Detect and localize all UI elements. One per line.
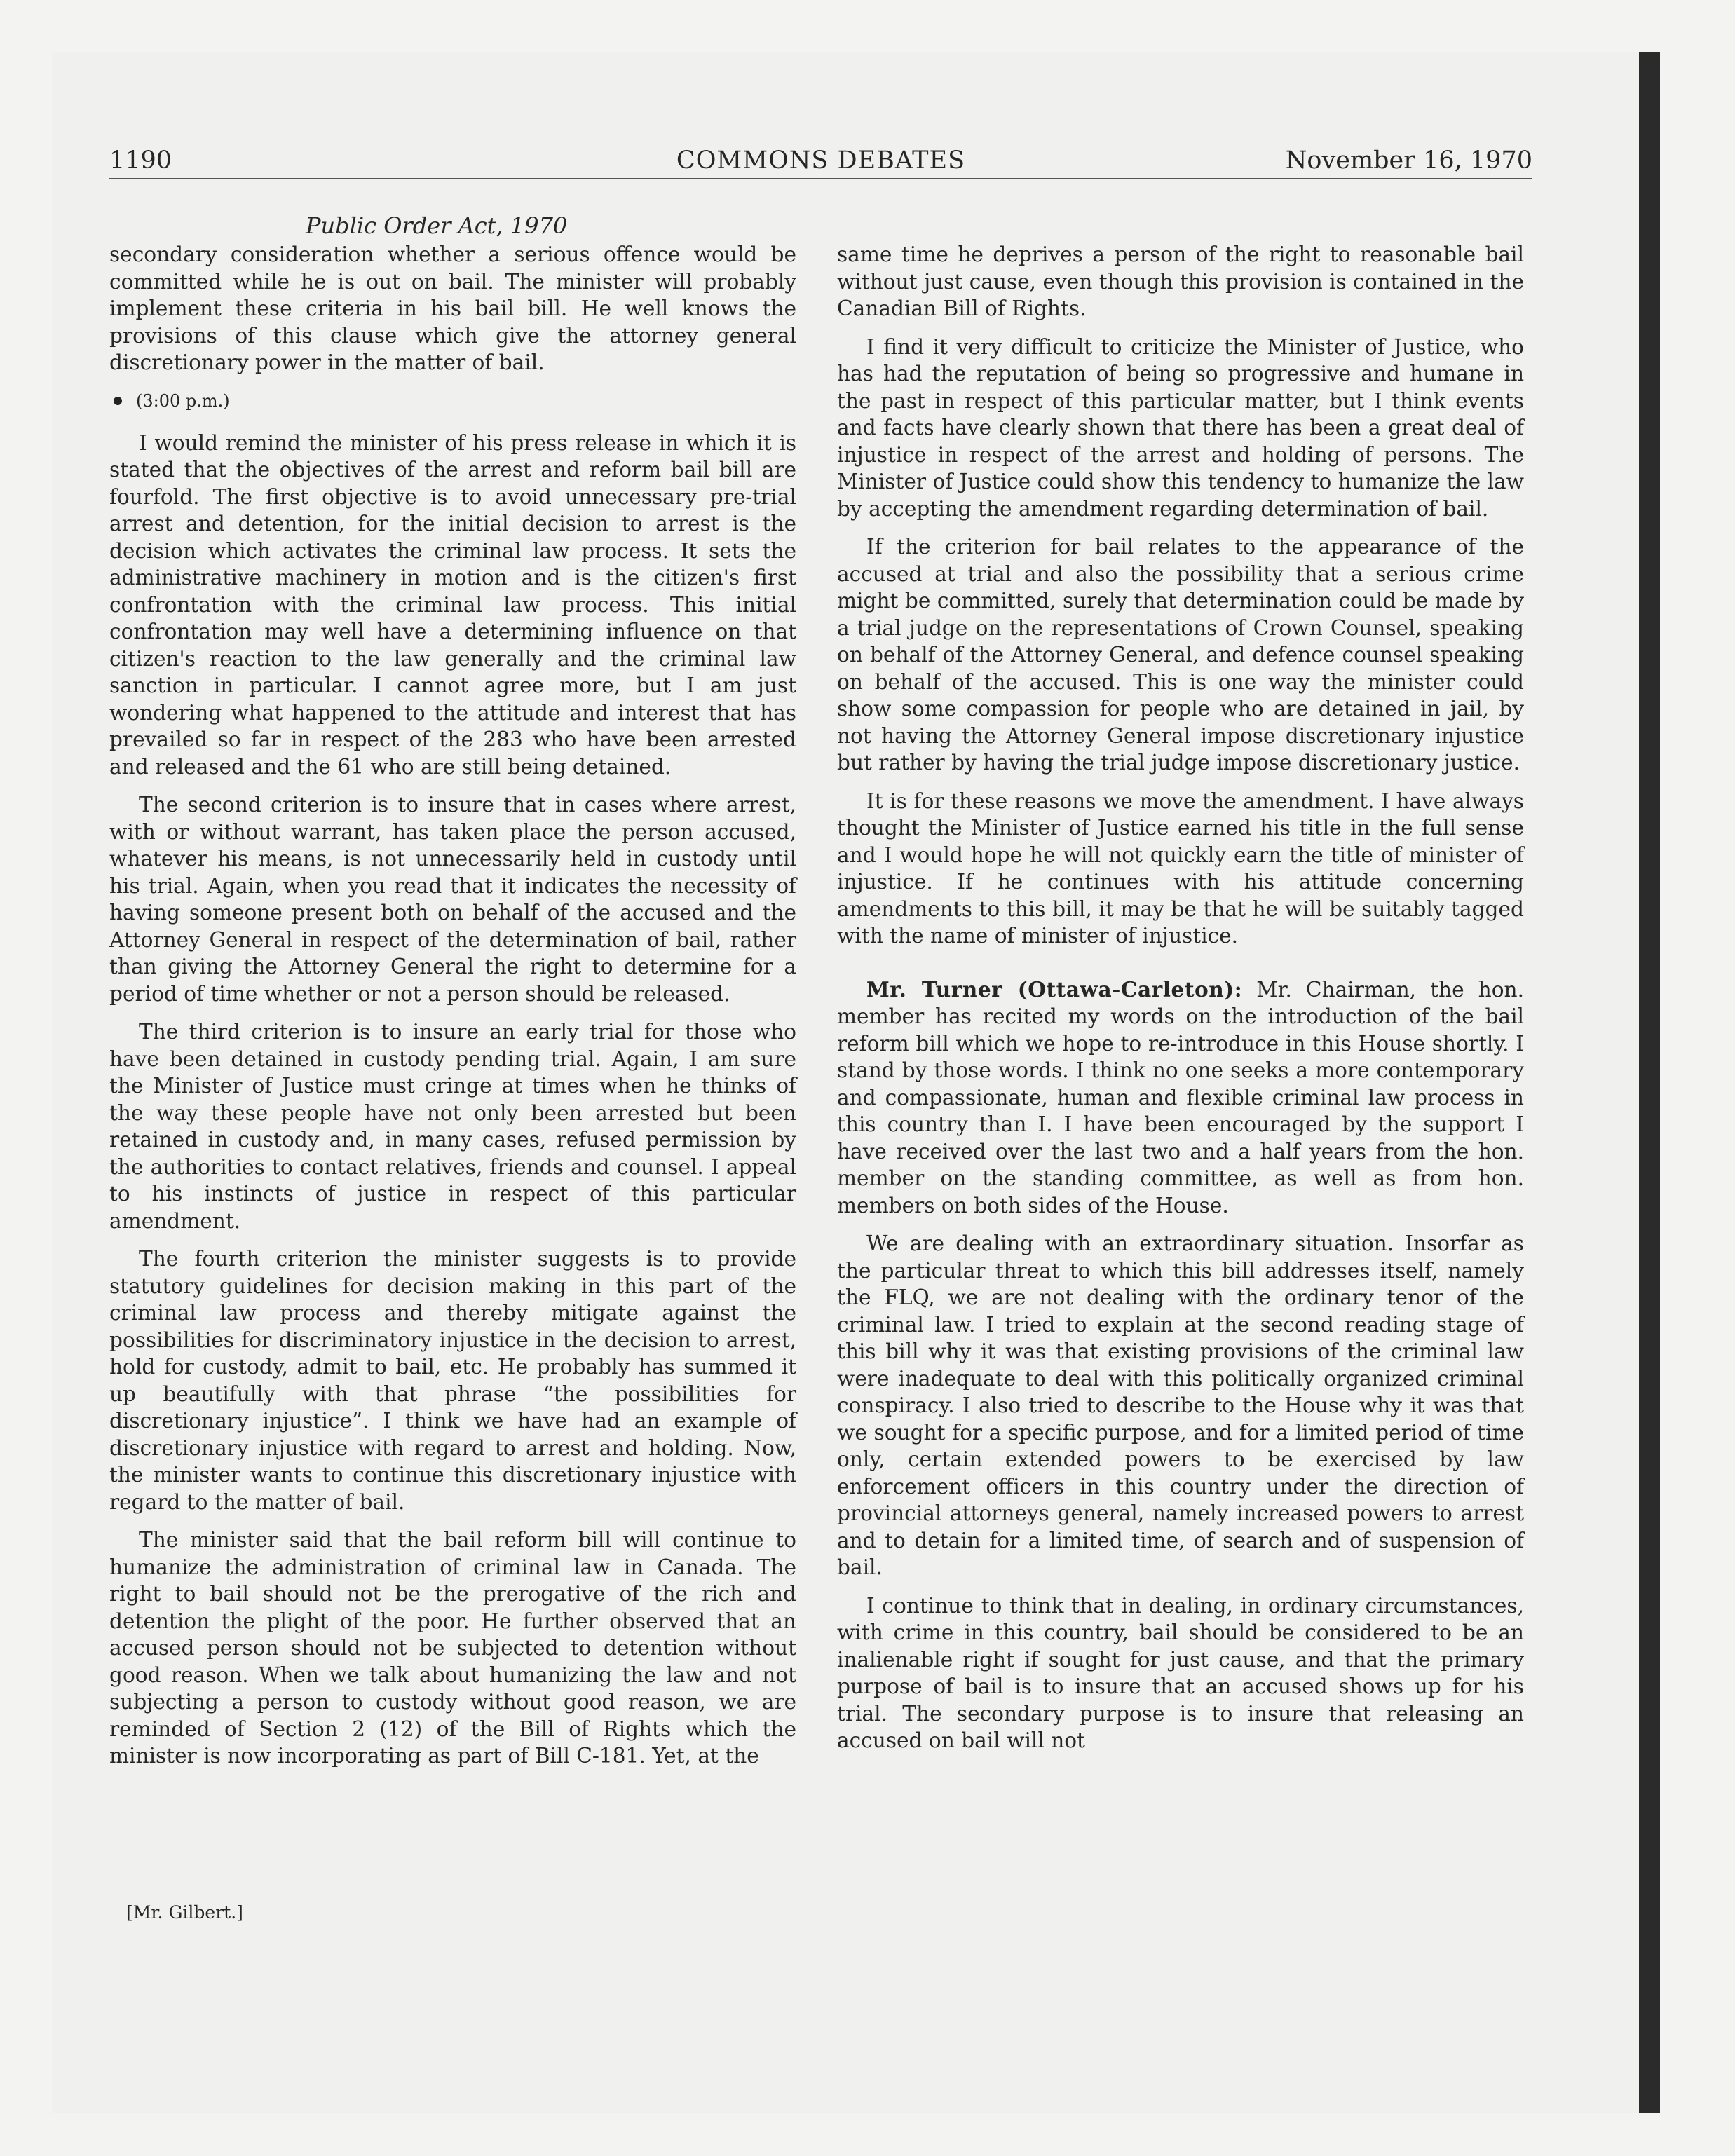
right-column [837,241,1524,1766]
speaker-footnote: [Mr. Gilbert.] [126,1902,243,1923]
paragraph: The third criterion is to insure an early trial for those who have been detained in custody pending trial. Again, I am sure the Minister of Justice must cringe at times when he thinks of the way these people have not only been arrested but been retained in custody and, in many cases, refused permission by the authorities to contact relatives, friends and counsel. I appeal to his instincts of justice in respect of this particular amendment. [109,1020,796,1233]
section-subtitle: Public Order Act, 1970 [306,212,568,239]
publication-title: COMMONS DEBATES [676,146,966,175]
scan-edge-shadow [1639,52,1660,2113]
paragraph: If the criterion for bail relates to the appearance of the accused at trial and also the possibility that a serious crime might be committed, surely that determination could be made by a trial judge on the representations of Crown Counsel, speaking on behalf of the Attorney General, and defence counsel speaking on behalf of the accused. This is one way the minister could show some compassion for people who are detained in jail, by not having the Attorney General impose discretionary injustice but rather by having the trial judge impose discretionary justice. [837,535,1524,775]
spacer [837,961,1524,976]
paragraph: I would remind the minister of his press release in which it is stated that the objectives of the arrest and reform bail bill are fourfold. The first objective is to avoid unnecessary pre-trial arrest and detention, for the initial decision to arrest is the decision which activates the criminal law process. It sets the administrative machinery in motion and is the citizen's first confrontation with the criminal law process. This initial confrontation may well have a determining influence on that citizen's reaction to the law generally and the criminal law sanction in particular. I cannot agree more, but I am just wondering what happened to the attitude and interest that has prevailed so far in respect of the 283 who have been arrested and released and the 61 who are still being detained. [109,430,796,779]
speaker-name: Mr. Turner (Ottawa-Carleton): [866,976,1243,1002]
running-header [109,143,1532,179]
issue-date: November 16, 1970 [1285,146,1532,175]
paragraph: The fourth criterion the minister suggests is to provide statutory guidelines for decision making in this part of the criminal law process and thereby mitigate against the possibilities for discriminatory injustice in the decision to arrest, hold for custody, admit to bail, etc. He probably has summed it up beautifully with that phrase “the possibilities for discretionary injustice”. I think we have had an example of discretionary injustice with regard to arrest and holding. Now, the minister wants to continue this discretionary injustice with regard to the matter of bail. [109,1247,796,1514]
paragraph: The minister said that the bail reform bill will continue to humanize the administration of criminal law in Canada. The right to bail should not be the prerogative of the rich and detention the plight of the poor. He further observed that an accused person should not be subjected to detention without good reason. When we talk about humanizing the law and not subjecting a person to custody without good reason, we are reminded of Section 2 (12) of the Bill of Rights which the minister is now incorporating as part of Bill C-181. Yet, at the [109,1528,796,1768]
page-number: 1190 [109,146,172,175]
paragraph: The second criterion is to insure that in cases where arrest, with or without warrant, has taken place the person accused, whatever his means, is not unnecessarily held in custody until his trial. Again, when you read that it indicates the necessity of having someone present both on behalf of the accused and the Attorney General in respect of the determination of bail, rather than giving the Attorney General the right to determine for a period of time whether or not a person should be released. [109,793,796,1006]
paragraph: same time he deprives a person of the right to reasonable bail without just cause, even though this provision is contained in the Canadian Bill of Rights. [837,243,1524,320]
paragraph: I continue to think that in dealing, in ordinary circumstances, with crime in this country, bail should be considered to be an inalienable right if sought for just cause, and that the primary purpose of bail is to insure that an accused shows up for his trial. The secondary purpose is to insure that releasing an accused on bail will not [837,1593,1524,1752]
paragraph: We are dealing with an extraordinary situation. Insorfar as the particular threat to which this bill addresses itself, namely the FLQ, we are not dealing with the ordinary tenor of the criminal law. I tried to explain at the second reading stage of this bill why it was that existing provisions of the criminal law were inadequate to deal with this politically organized criminal conspiracy. I also tried to describe to the House why it was that we sought for a specific purpose, and for a limited period of time only, certain extended powers to be exercised by law enforcement officers in this country under the direction of provincial attorneys general, namely increased powers to arrest and to detain for a limited time, of search and of suspension of bail. [837,1231,1524,1579]
time-marker-text: (3:00 p.m.) [136,390,230,411]
left-column [109,241,796,1781]
speaker-paragraph [837,976,1524,1220]
time-marker [109,389,796,413]
speech-text: Mr. Chairman, the hon. member has recited my words on the introduction of the bail reform bill which we hope to re-introduce in this House shortly. I stand by those words. I think no one seeks a more contemporary and compassionate, human and flexible criminal law process in this country than I. I have been encouraged by the support I have received over the last two and a half years from the hon. member on the standing committee, as well as from hon. members on both sides of the House. [837,977,1524,1217]
paragraph: It is for these reasons we move the amendment. I have always thought the Minister of Justice earned his title in the full sense and I would hope he will not quickly earn the title of minister of injustice. If he continues with his attitude concerning amendments to this bill, it may be that he will be suitably tagged with the name of minister of injustice. [837,789,1524,948]
paragraph: I find it very difficult to criticize the Minister of Justice, who has had the reputation of being so progressive and humane in the past in respect of this particular matter, but I think events and facts have clearly shown that there has been a great deal of injustice in respect of the arrest and holding of persons. The Minister of Justice could show this tendency to humanize the law by accepting the amendment regarding determination of bail. [837,334,1524,521]
bullet-icon [114,397,122,405]
paragraph: secondary consideration whether a serious offence would be committed while he is out on bail. The minister will probably implement these criteria in his bail bill. He well knows the provisions of this clause which give the attorney general discretionary power in the matter of bail. [109,243,796,374]
